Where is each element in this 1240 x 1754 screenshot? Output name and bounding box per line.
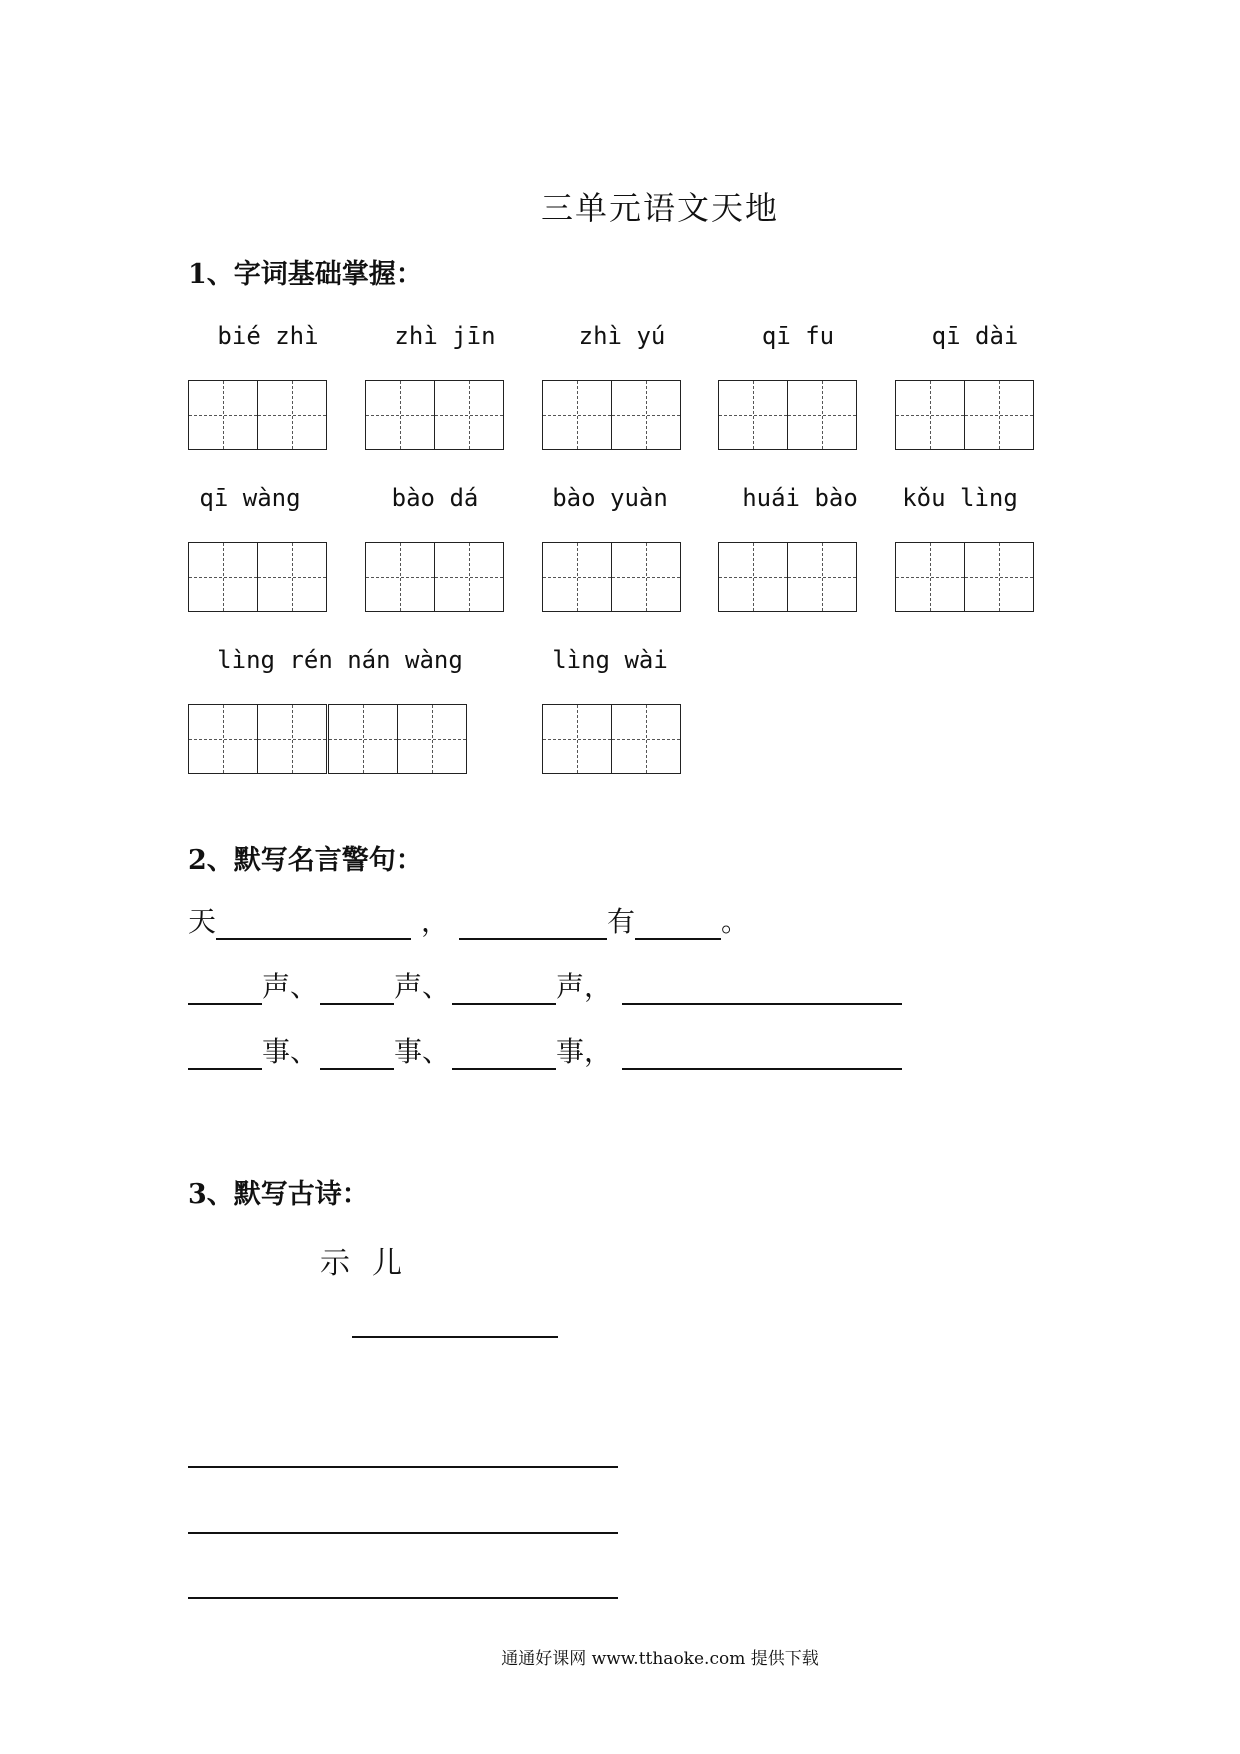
pinyin-label: zhì jīn bbox=[394, 322, 496, 350]
proverb-text: 。 bbox=[721, 905, 750, 938]
poem-answer-line[interactable] bbox=[188, 1597, 618, 1599]
proverb-text: ， bbox=[421, 905, 450, 938]
writing-grid[interactable] bbox=[718, 542, 857, 612]
answer-blank[interactable] bbox=[188, 973, 262, 1005]
answer-blank[interactable] bbox=[622, 973, 902, 1005]
writing-grid[interactable] bbox=[718, 380, 857, 450]
writing-grid[interactable] bbox=[188, 380, 327, 450]
writing-grid-four[interactable] bbox=[188, 704, 467, 774]
proverb-text: 声、 bbox=[262, 970, 319, 1003]
section-1-heading: 1、字词基础掌握： bbox=[188, 259, 423, 290]
poem-title: 示儿 bbox=[320, 1246, 424, 1281]
proverb-text: 声、 bbox=[394, 970, 451, 1003]
pinyin-label: kǒu lìng bbox=[902, 484, 1018, 512]
answer-blank[interactable] bbox=[452, 973, 556, 1005]
pinyin-label: lìng wài bbox=[552, 646, 668, 674]
poem-answer-line[interactable] bbox=[188, 1466, 618, 1468]
writing-grid[interactable] bbox=[542, 542, 681, 612]
answer-blank[interactable] bbox=[635, 908, 721, 940]
proverb-text: 声， bbox=[556, 970, 613, 1003]
section-3-heading: 3、默写古诗： bbox=[188, 1179, 369, 1210]
pinyin-label: bào dá bbox=[391, 484, 479, 512]
answer-blank[interactable] bbox=[622, 1038, 902, 1070]
answer-blank[interactable] bbox=[452, 1038, 556, 1070]
page-title: 三单元语文天地 bbox=[540, 189, 779, 227]
writing-grid[interactable] bbox=[188, 542, 327, 612]
pinyin-label: lìng rén nán wàng bbox=[217, 646, 463, 674]
answer-blank[interactable] bbox=[459, 908, 607, 940]
pinyin-label: qī wàng bbox=[199, 484, 301, 512]
proverb-text: 事、 bbox=[262, 1035, 319, 1068]
proverb-text: 有 bbox=[607, 905, 636, 938]
answer-blank[interactable] bbox=[188, 1038, 262, 1070]
proverb-text: 天 bbox=[188, 905, 217, 938]
poet-name-line[interactable] bbox=[352, 1336, 558, 1338]
pinyin-label: bié zhì bbox=[217, 322, 319, 350]
pinyin-label: qī dài bbox=[931, 322, 1019, 350]
writing-grid[interactable] bbox=[895, 542, 1034, 612]
pinyin-label: bào yuàn bbox=[552, 484, 668, 512]
pinyin-label: zhì yú bbox=[578, 322, 666, 350]
footer-credit: 通通好课网 www.tthaoke.com 提供下载 bbox=[501, 1649, 819, 1669]
proverb-line-2 bbox=[188, 965, 902, 1005]
writing-grid[interactable] bbox=[542, 704, 681, 774]
answer-blank[interactable] bbox=[320, 1038, 394, 1070]
writing-grid[interactable] bbox=[895, 380, 1034, 450]
section-2-heading: 2、默写名言警句： bbox=[188, 845, 423, 876]
writing-grid[interactable] bbox=[542, 380, 681, 450]
answer-blank[interactable] bbox=[320, 973, 394, 1005]
writing-grid[interactable] bbox=[365, 380, 504, 450]
proverb-line-1 bbox=[188, 900, 749, 940]
writing-grid[interactable] bbox=[365, 542, 504, 612]
poem-answer-line[interactable] bbox=[188, 1532, 618, 1534]
proverb-text: 事， bbox=[556, 1035, 613, 1068]
pinyin-label: qī fu bbox=[761, 322, 835, 350]
pinyin-label: huái bào bbox=[742, 484, 858, 512]
proverb-text: 事、 bbox=[394, 1035, 451, 1068]
answer-blank[interactable] bbox=[216, 908, 411, 940]
proverb-line-3 bbox=[188, 1030, 902, 1070]
